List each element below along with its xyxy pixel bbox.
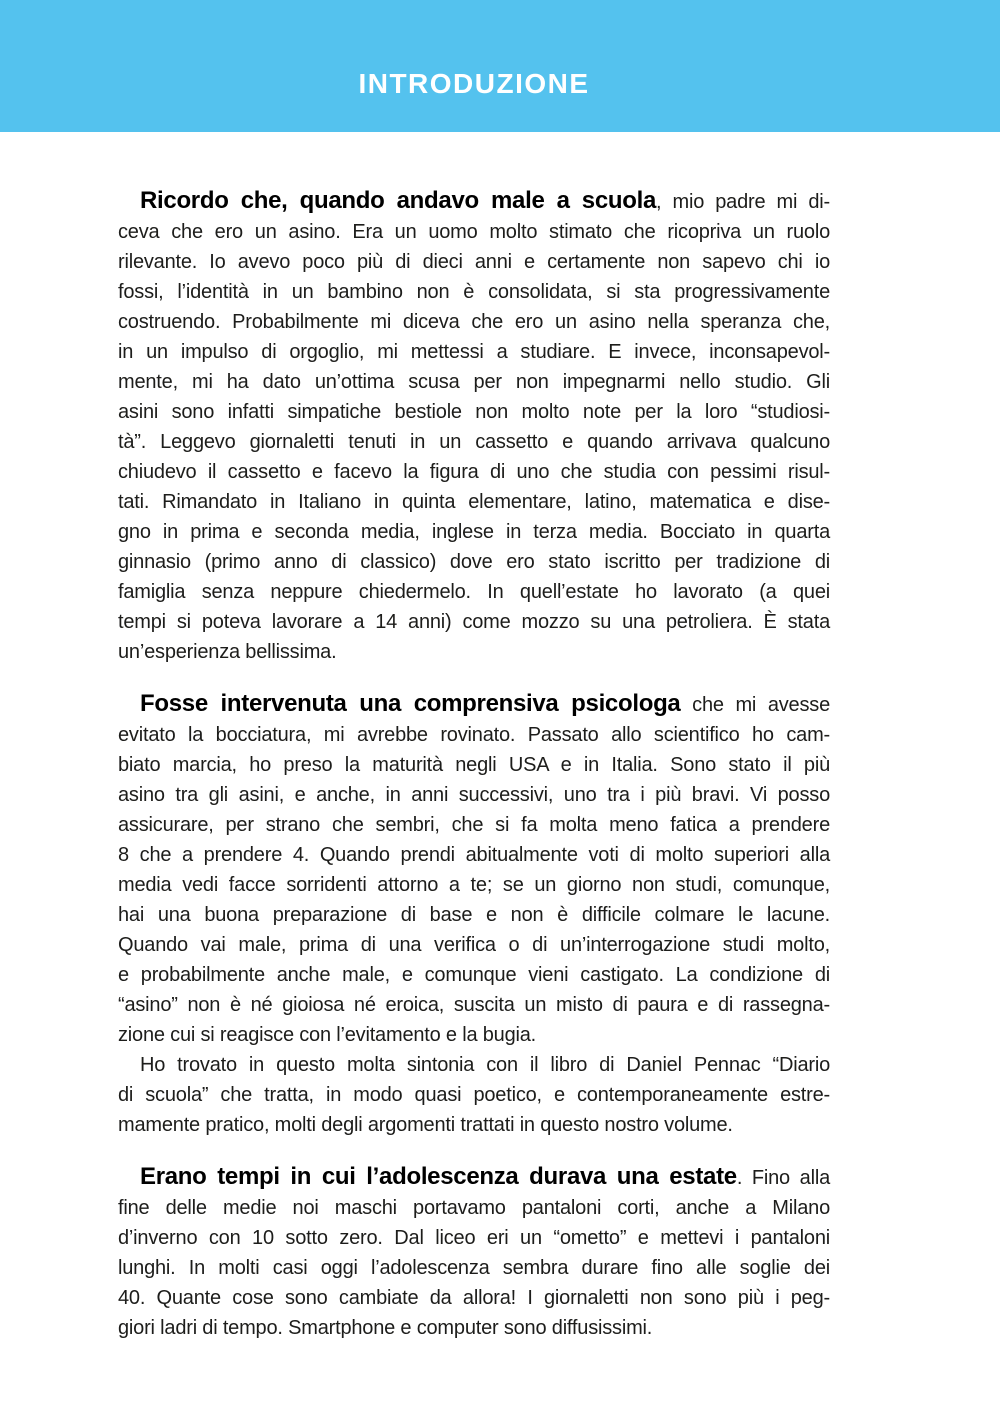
text-line	[118, 367, 830, 397]
text-line	[118, 900, 830, 930]
paragraph-body-text: hai una buona preparazione di base e non è difficile colmare le lacune.	[118, 904, 830, 926]
text-line	[118, 547, 830, 577]
paragraph-body-text: costruendo. Probabilmente mi diceva che ero un asino nella speranza che,	[118, 311, 830, 333]
paragraph-body-text: fossi, l’identità in un bambino non è consolidata, si sta progressivamente	[118, 281, 830, 303]
paragraph-body-text: Quando vai male, prima di una verifica o di un’interrogazione studi molto,	[118, 934, 830, 956]
paragraph-body-text: tempi si poteva lavorare a 14 anni) come mozzo su una petroliera. È stata	[118, 611, 830, 633]
paragraph-body-text: asino tra gli asini, e anche, in anni successivi, uno tra i più bravi. Vi posso	[118, 784, 830, 806]
paragraph-body-text: giori ladri di tempo. Smartphone e computer sono diffusissimi.	[118, 1317, 653, 1339]
paragraph	[118, 1162, 830, 1343]
text-line	[118, 577, 830, 607]
paragraph-body-text: gno in prima e seconda media, inglese in terza media. Bocciato in quarta	[118, 521, 830, 543]
paragraph-body-text: tati. Rimandato in Italiano in quinta elementare, latino, matematica e dise-	[118, 491, 830, 513]
paragraph-body-text: d’inverno con 10 sotto zero. Dal liceo eri un “ometto” e mettevi i pantaloni	[118, 1227, 830, 1249]
text-line	[118, 186, 830, 217]
text-line	[118, 1223, 830, 1253]
paragraph-body-text: tà”. Leggevo giornaletti tenuti in un cassetto e quando arrivava qualcuno	[118, 431, 830, 453]
text-line	[118, 780, 830, 810]
paragraph-body-text: ceva che ero un asino. Era un uomo molto stimato che ricopriva un ruolo	[118, 221, 830, 243]
text-line	[118, 637, 830, 667]
paragraph-body-text: , mio padre mi di-	[656, 191, 830, 213]
paragraph-body-text: e probabilmente anche male, e comunque vieni castigato. La condizione di	[118, 964, 830, 986]
text-line	[118, 1313, 830, 1343]
text-line	[118, 689, 830, 720]
text-line	[118, 457, 830, 487]
chapter-header-band	[0, 0, 1000, 132]
text-line	[118, 1110, 830, 1140]
text-line	[118, 1050, 830, 1080]
text-line	[118, 397, 830, 427]
paragraph-body-text: evitato la bocciatura, mi avrebbe rovinato. Passato allo scientifico ho cam-	[118, 724, 830, 746]
paragraph-body-text: in un impulso di orgoglio, mi mettessi a studiare. E invece, inconsapevol-	[118, 341, 830, 363]
paragraph	[118, 689, 830, 1050]
paragraph-body-text: un’esperienza bellissima.	[118, 641, 337, 663]
paragraph-body-text: lunghi. In molti casi oggi l’adolescenza sembra durare fino alle soglie dei	[118, 1257, 830, 1279]
paragraph-body-text: media vedi facce sorridenti attorno a te; se un giorno non studi, comunque,	[118, 874, 830, 896]
paragraph-body-text: famiglia senza neppure chiedermelo. In quell’estate ho lavorato (a quei	[118, 581, 830, 603]
paragraph-body-text: 40. Quante cose sono cambiate da allora! I giornaletti non sono più i peg-	[118, 1287, 830, 1309]
text-line	[118, 607, 830, 637]
text-line	[118, 930, 830, 960]
text-line	[118, 720, 830, 750]
text-line	[118, 517, 830, 547]
paragraph	[118, 186, 830, 667]
text-line	[118, 1080, 830, 1110]
paragraph-body-text: “asino” non è né gioiosa né eroica, suscita un misto di paura e di rassegna-	[118, 994, 830, 1016]
text-line	[118, 1162, 830, 1193]
paragraph-lead-text: Erano tempi in cui l’adolescenza durava una estate	[140, 1163, 737, 1190]
paragraph-body-text: biato marcia, ho preso la maturità negli USA e in Italia. Sono stato il più	[118, 754, 830, 776]
text-line	[118, 840, 830, 870]
paragraph-body-text: assicurare, per strano che sembri, che si fa molta meno fatica a prendere	[118, 814, 830, 836]
paragraph-body-text: asini sono infatti simpatiche bestiole non molto note per la loro “studiosi-	[118, 401, 830, 423]
paragraph-body-text: ginnasio (primo anno di classico) dove ero stato iscritto per tradizione di	[118, 551, 830, 573]
text-line	[118, 1193, 830, 1223]
page-title: INTRODUZIONE	[358, 68, 590, 99]
text-line	[118, 1253, 830, 1283]
text-line	[118, 277, 830, 307]
text-line	[118, 427, 830, 457]
paragraph-body-text: Ho trovato in questo molta sintonia con il libro di Daniel Pennac “Diario	[140, 1054, 830, 1076]
text-line	[118, 990, 830, 1020]
paragraph-lead-text: Ricordo che, quando andavo male a scuola	[140, 187, 657, 214]
paragraph	[118, 1050, 830, 1140]
text-line	[118, 217, 830, 247]
chapter-header-inner	[118, 70, 830, 98]
text-line	[118, 247, 830, 277]
paragraph-body-text: chiudevo il cassetto e facevo la figura di uno che studia con pessimi risul-	[118, 461, 830, 483]
text-line	[118, 810, 830, 840]
paragraph-body-text: di scuola” che tratta, in modo quasi poetico, e contemporaneamente estre-	[118, 1084, 830, 1106]
paragraph-body-text: che mi avesse	[680, 694, 830, 716]
content	[118, 186, 830, 1343]
paragraph-body-text: 8 che a prendere 4. Quando prendi abitualmente voti di molto superiori alla	[118, 844, 830, 866]
text-line	[118, 960, 830, 990]
text-line	[118, 1020, 830, 1050]
text-line	[118, 487, 830, 517]
text-line	[118, 750, 830, 780]
text-line	[118, 337, 830, 367]
paragraph-body-text: mamente pratico, molti degli argomenti trattati in questo nostro volume.	[118, 1114, 733, 1136]
text-line	[118, 1283, 830, 1313]
paragraph-body-text: . Fino alla	[736, 1167, 830, 1189]
paragraph-body-text: mente, mi ha dato un’ottima scusa per non impegnarmi nello studio. Gli	[118, 371, 830, 393]
paragraph-body-text: zione cui si reagisce con l’evitamento e la bugia.	[118, 1024, 537, 1046]
paragraph-body-text: fine delle medie noi maschi portavamo pantaloni corti, anche a Milano	[118, 1197, 830, 1219]
text-line	[118, 870, 830, 900]
paragraph-body-text: rilevante. Io avevo poco più di dieci anni e certamente non sapevo chi io	[118, 251, 830, 273]
paragraph-lead-text: Fosse intervenuta una comprensiva psicologa	[140, 690, 681, 717]
text-line	[118, 307, 830, 337]
